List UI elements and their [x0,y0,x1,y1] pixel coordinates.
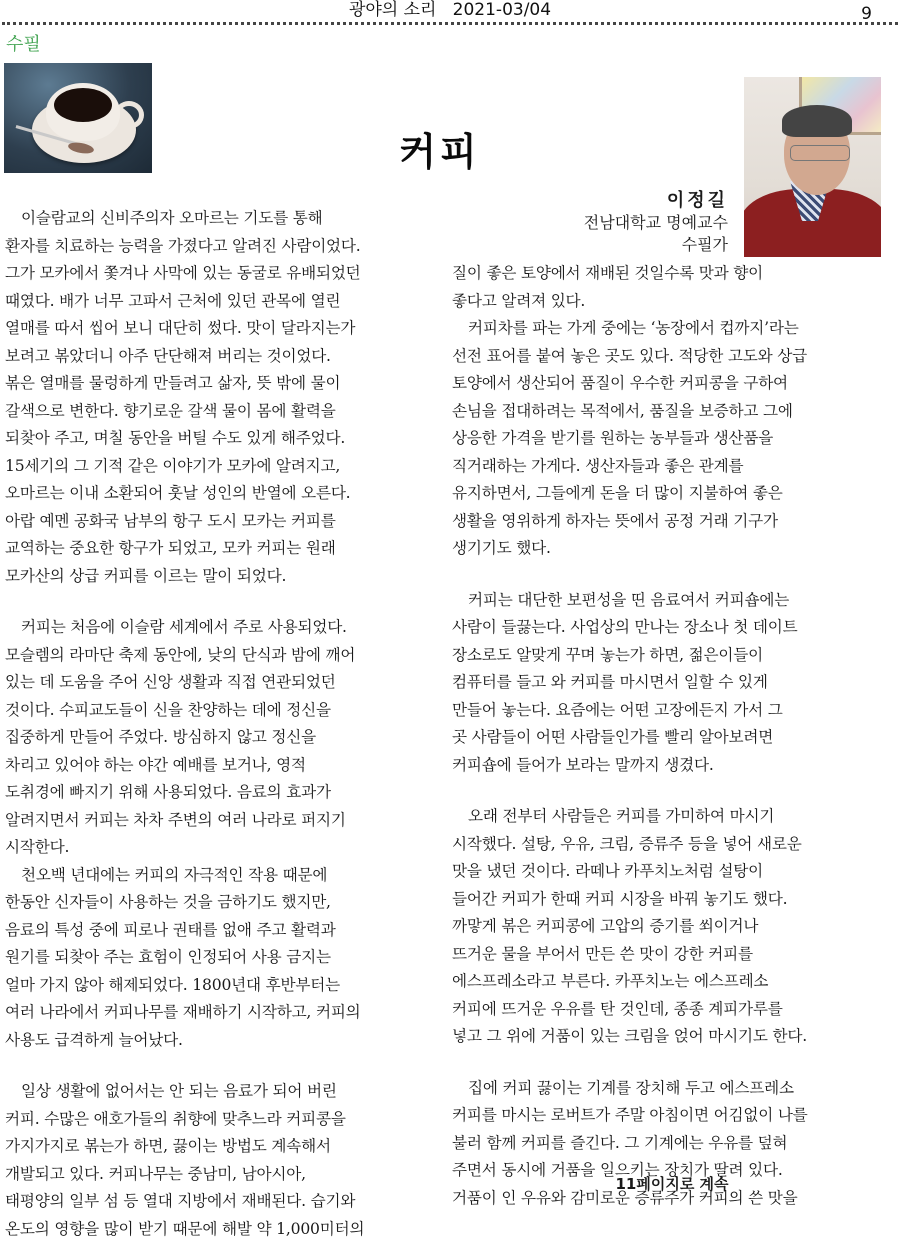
text-line: 사용도 급격하게 늘어났다. [5,1027,445,1055]
paragraph [5,205,445,590]
paragraph-gap [452,1051,892,1075]
text-line: 얼마 가지 않아 해제되었다. 1800년대 후반부터는 [5,972,445,1000]
text-line: 주면서 동시에 거품을 일으키는 장치가 딸려 있다. [452,1157,892,1185]
text-line: 온도의 영향을 많이 받기 때문에 해발 약 1,000미터의 [5,1216,445,1243]
text-line: 오마르는 이내 소환되어 훗날 성인의 반열에 오른다. [5,480,445,508]
text-line: 열매를 따서 씹어 보니 대단히 썼다. 맛이 달라지는가 [5,315,445,343]
text-line: 넣고 그 위에 거품이 있는 크림을 얹어 마시기도 한다. [452,1023,892,1051]
text-line: 있는 데 도움을 주어 신앙 생활과 직접 연관되었던 [5,669,445,697]
text-line: 컴퓨터를 들고 와 커피를 마시면서 일할 수 있게 [452,669,892,697]
text-line: 가지가지로 볶는가 하면, 끓이는 방법도 계속해서 [5,1133,445,1161]
text-line: 토양에서 생산되어 품질이 우수한 커피콩을 구하여 [452,370,892,398]
paragraph [452,315,892,563]
text-line: 커피. 수많은 애호가들의 취향에 맞추느라 커피콩을 [5,1106,445,1134]
text-line: 커피에 뜨거운 우유를 탄 것인데, 종종 계피가루를 [452,996,892,1024]
text-line: 도취경에 빠지기 위해 사용되었다. 음료의 효과가 [5,779,445,807]
text-line: 개발되고 있다. 커피나무는 중남미, 남아시아, [5,1161,445,1189]
text-line: 아랍 예멘 공화국 남부의 항구 도시 모카는 커피를 [5,508,445,536]
text-line: 손님을 접대하려는 목적에서, 품질을 보증하고 그에 [452,398,892,426]
paragraph-gap [452,563,892,587]
text-line: 생기기도 했다. [452,535,892,563]
text-line: 불러 함께 커피를 즐긴다. 그 기계에는 우유를 덮혀 [452,1130,892,1158]
text-line: 15세기의 그 기적 같은 이야기가 모카에 알려지고, [5,453,445,481]
glasses-shape [790,145,850,161]
text-line: 맛을 냈던 것이다. 라떼나 카푸치노처럼 설탕이 [452,858,892,886]
text-line: 좋다고 알려져 있다. [452,288,892,316]
text-line: 교역하는 중요한 항구가 되었고, 모카 커피는 원래 [5,535,445,563]
paragraph [5,614,445,862]
text-line: 까맣게 볶은 커피콩에 고압의 증기를 쐬이거나 [452,913,892,941]
text-line: 태평양의 일부 섬 등 열대 지방에서 재배된다. 습기와 [5,1188,445,1216]
text-line: 볶은 열매를 물렁하게 만들려고 삶자, 뜻 밖에 물이 [5,370,445,398]
text-line: 시작한다. [5,834,445,862]
text-line: 선전 표어를 붙여 놓은 곳도 있다. 적당한 고도와 상급 [452,343,892,371]
text-line: 사람이 들끓는다. 사업상의 만나는 장소나 첫 데이트 [452,614,892,642]
coffee-liquid-shape [54,88,112,122]
paragraph-gap [452,779,892,803]
text-line: 일상 생활에 없어서는 안 되는 음료가 되어 버린 [5,1078,445,1106]
continued-on-page-note: 11페이지로 계속 [452,1173,892,1194]
text-line: 알려지면서 커피는 차차 주변의 여러 나라로 퍼지기 [5,807,445,835]
paragraph [452,803,892,1051]
text-line: 집중하게 만들어 주었다. 방심하지 않고 정신을 [5,724,445,752]
text-line: 커피는 대단한 보편성을 띤 음료여서 커피숍에는 [452,587,892,615]
right-column [452,260,892,1212]
text-line: 만들어 놓는다. 요즘에는 어떤 고장에든지 가서 그 [452,697,892,725]
text-line: 것이다. 수피교도들이 신을 찬양하는 데에 정신을 [5,697,445,725]
byline [584,190,728,256]
masthead [0,0,900,22]
text-line: 유지하면서, 그들에게 돈을 더 많이 지불하여 좋은 [452,480,892,508]
text-line: 모슬렘의 라마단 축제 동안에, 낮의 단식과 밤에 깨어 [5,642,445,670]
text-line: 곳 사람들이 어떤 사람들인가를 빨리 알아보려면 [452,724,892,752]
text-line: 뜨거운 물을 부어서 만든 쓴 맛이 강한 커피를 [452,941,892,969]
author-role: 수필가 [584,234,728,256]
left-column [5,205,445,1243]
paragraph-gap [5,1054,445,1078]
text-line: 상응한 가격을 받기를 원하는 농부들과 생산품을 [452,425,892,453]
text-line: 커피숍에 들어가 보라는 말까지 생겼다. [452,752,892,780]
paragraph-gap [5,590,445,614]
text-line: 갈색으로 변한다. 향기로운 갈색 물이 몸에 활력을 [5,398,445,426]
page-number: 9 [861,4,872,24]
text-line: 이슬람교의 신비주의자 오마르는 기도를 통해 [5,205,445,233]
text-line: 생활을 영위하게 하자는 뜻에서 공정 거래 기구가 [452,508,892,536]
author-portrait-image [744,77,881,257]
text-line: 여러 나라에서 커피나무를 재배하기 시작하고, 커피의 [5,999,445,1027]
text-line: 직거래하는 가게다. 생산자들과 좋은 관계를 [452,453,892,481]
text-line: 들어간 커피가 한때 커피 시장을 바꿔 놓기도 했다. [452,886,892,914]
issue-date: 2021-03/04 [453,0,551,20]
text-line: 환자를 치료하는 능력을 가졌다고 알려진 사람이었다. [5,233,445,261]
text-line: 커피를 마시는 로버트가 주말 아침이면 어김없이 나를 [452,1102,892,1130]
author-affiliation: 전남대학교 명예교수 [584,212,728,234]
author-name: 이정길 [584,190,728,212]
article-title: 커피 [380,121,500,176]
text-line: 되찾아 주고, 며칠 동안을 버틸 수도 있게 해주었다. [5,425,445,453]
text-line: 그가 모카에서 쫓겨나 사막에 있는 동굴로 유배되었던 [5,260,445,288]
text-line: 원기를 되찾아 주는 효험이 인정되어 사용 금지는 [5,944,445,972]
text-line: 질이 좋은 토양에서 재배된 것일수록 맛과 향이 [452,260,892,288]
text-line: 집에 커피 끓이는 기계를 장치해 두고 에스프레소 [452,1075,892,1103]
paragraph [452,260,892,315]
text-line: 음료의 특성 중에 피로나 권태를 없애 주고 활력과 [5,917,445,945]
paragraph [452,587,892,780]
text-line: 거품이 인 우유와 감미로운 증류주가 커피의 쓴 맛을 [452,1185,892,1213]
text-line: 모카산의 상급 커피를 이르는 말이 되었다. [5,563,445,591]
section-label: 수필 [6,30,41,56]
text-line: 에스프레소라고 부른다. 카푸치노는 에스프레소 [452,968,892,996]
text-line: 보려고 볶았더니 아주 단단해져 버리는 것이었다. [5,343,445,371]
publication-name: 광야의 소리 [349,0,437,20]
text-line: 커피차를 파는 가게 중에는 ‘농장에서 컵까지’라는 [452,315,892,343]
text-line: 시작했다. 설탕, 우유, 크림, 증류주 등을 넣어 새로운 [452,831,892,859]
text-line: 한동안 신자들이 사용하는 것을 금하기도 했지만, [5,889,445,917]
paragraph [5,1078,445,1243]
paragraph [5,862,445,1055]
masthead-title [0,0,900,20]
text-line: 천오백 년대에는 커피의 자극적인 작용 때문에 [5,862,445,890]
text-line: 때였다. 배가 너무 고파서 근처에 있던 관목에 열린 [5,288,445,316]
text-line: 오래 전부터 사람들은 커피를 가미하여 마시기 [452,803,892,831]
coffee-cup-image [4,63,152,173]
text-line: 장소로도 알맞게 꾸며 놓는가 하면, 젊은이들이 [452,642,892,670]
text-line: 커피는 처음에 이슬람 세계에서 주로 사용되었다. [5,614,445,642]
text-line: 차리고 있어야 하는 야간 예배를 보거나, 영적 [5,752,445,780]
dotted-divider [2,22,898,25]
hair-shape [782,105,852,137]
